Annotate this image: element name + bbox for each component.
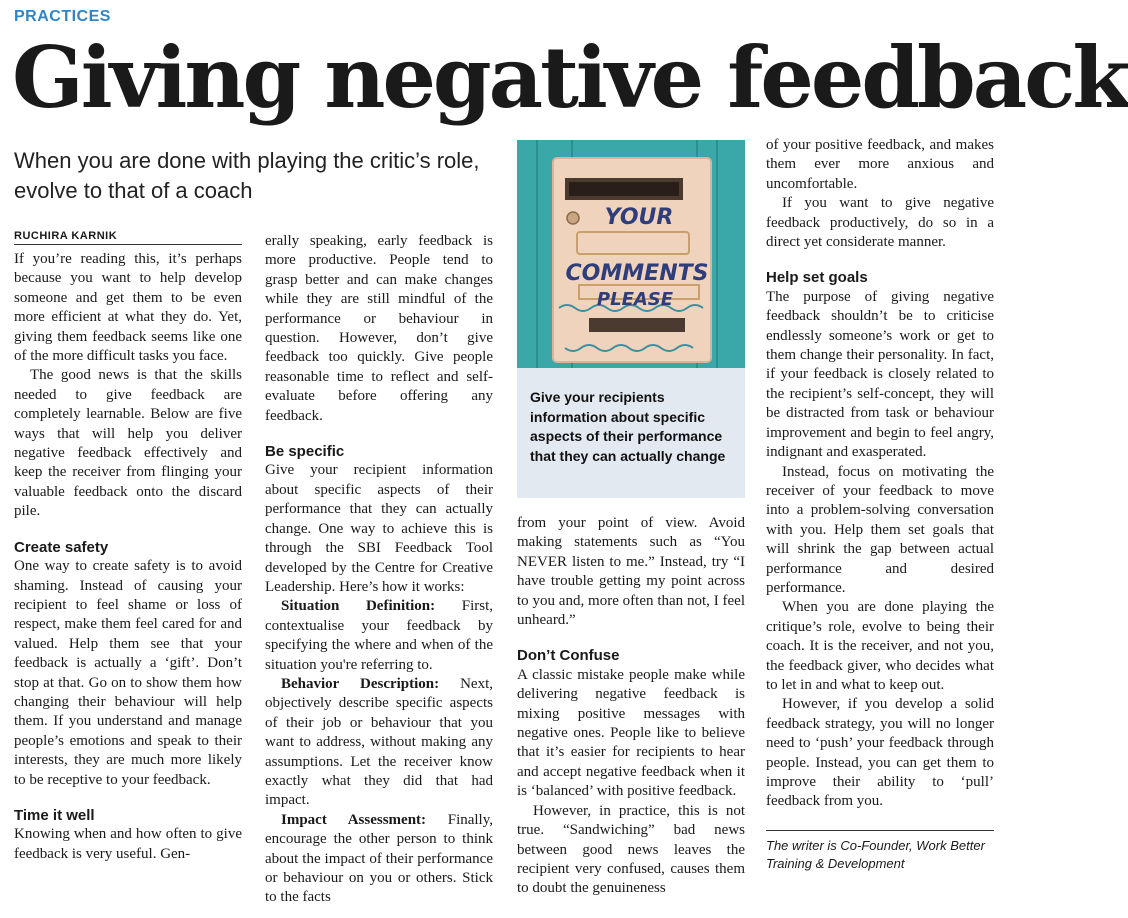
author-credit: The writer is Co-Founder, Work Better Training & Development [766, 830, 994, 873]
sbi-situation [265, 597, 493, 675]
runin-text: Next, objectively describe specific aspects of their job or behaviour that you want to address, without making any assumptions. Let the receiver know exactly what they did that had impact. [265, 675, 493, 809]
deck: When you are done with playing the critic’s role, evolve to that of a coach [14, 148, 480, 203]
paragraph: The good news is that the skills needed to give feedback are completely learnable. Below are five ways that will help you deliver negative feedback effectively and keep the receiver from flinging your valuable feedback onto the discard pile. [14, 367, 242, 520]
section-kicker: PRACTICES [14, 8, 111, 25]
paragraph: However, if you develop a solid feedback strategy, you will no longer need to ‘push’ your feedback through people. Instead, you can get them to improve their ability to ‘pull’ feedback from you. [766, 696, 994, 810]
runin-label: Situation Definition: [281, 598, 436, 615]
sign-line-1: YOUR [604, 205, 674, 230]
paragraph: Instead, focus on motivating the receiver of your feedback to move into a problem-solving conversation with you. Help them set goals that will shrink the gap between actual performance and desired performance. [766, 463, 994, 596]
subhead-help-set-goals: Help set goals [766, 269, 868, 287]
column-4 [766, 136, 994, 873]
suggestion-box-illustration [517, 140, 745, 368]
runin-label: Behavior Description: [281, 675, 440, 692]
suggestion-box-photo [517, 140, 745, 368]
subhead-time-it-well: Time it well [14, 806, 95, 824]
paragraph: However, in practice, this is not true. “Sandwiching” bad news between good news leaves the recipient very confused, causes them to doubt the genuineness [517, 802, 745, 897]
runin-text: First, contextualise your feedback by specifying the where and when of the situation you're referring to. [265, 598, 493, 673]
paragraph: erally speaking, early feedback is more productive. People tend to grasp better and can make changes while they are still mindful of the performance or behaviour in question. However, don’t give feedback too quickly. Give people reasonable time to reflect and self-evaluate before offering any feedback. [265, 233, 493, 424]
paragraph: from your point of view. Avoid making statements such as “You NEVER listen to me.” Instead, try “I have trouble getting my point across to you and, more often than not, I feel unheard.” [517, 515, 745, 629]
sbi-behavior [265, 675, 493, 811]
sign-line-3: PLEASE [596, 289, 674, 310]
paragraph: Give your recipient information about specific aspects of their performance that they can actually change. One way to achieve this is through the SBI Feedback Tool developed by the Centre for Creative Leadership. Here’s how it works: [265, 462, 493, 595]
headline: Giving negative feedback [12, 28, 1128, 127]
sbi-impact [265, 811, 493, 908]
subhead-be-specific: Be specific [265, 443, 345, 461]
paragraph: of your positive feedback, and makes them ever more anxious and uncomfortable. [766, 137, 994, 192]
subhead-create-safety: Create safety [14, 538, 109, 556]
subhead-dont-confuse: Don’t Confuse [517, 647, 620, 665]
paragraph: The purpose of giving negative feedback shouldn’t be to criticise endlessly someone’s work or get to them change their personality. In fact, if your feedback is closely related to the recipient’s self-concept, they will be distracted from task or behaviour improvement and begin to feel angry, indignant and exasperated. [766, 288, 994, 461]
column-1 [14, 230, 242, 864]
paragraph: If you want to give negative feedback productively, do so in a direct yet considerate manner. [766, 195, 994, 251]
paragraph: Knowing when and how often to give feedback is very useful. Gen- [14, 826, 242, 862]
photo-caption: Give your recipients information about specific aspects of their performance that they can actually change [517, 368, 745, 498]
column-3 [517, 514, 745, 899]
sign-line-2: COMMENTS [565, 261, 709, 286]
paragraph: If you’re reading this, it’s perhaps because you want to help develop someone and get them to be even more efficient at what they do. Yet, giving them feedback seems like one of the more difficult tasks you face. [14, 251, 242, 365]
runin-label: Impact Assessment: [281, 811, 427, 828]
paragraph: A classic mistake people make while delivering negative feedback is mixing positive messages with negative ones. People like to believe that it’s easier for recipients to hear and accept negative feedback when it is ‘balanced’ with positive feedback. [517, 666, 745, 800]
runin-text: Finally, encourage the other person to think about the impact of their performance or behaviour on you or others. Stick to the facts [265, 811, 494, 906]
paragraph: When you are done playing the critique’s role, evolve to being their coach. It is the receiver, and not you, the feedback giver, who decides what to let in and what to keep out. [766, 599, 994, 693]
paragraph: One way to create safety is to avoid shaming. Instead of causing your recipient to feel shame or loss of respect, make them feel cared for and valued. Help them see that your feedback is actually a ‘gift’. Don’t stop at that. Go on to show them how changing their behaviour will help them. If you understand and manage people’s emotions and speak to their interests, they are much more likely to be receptive to your feedback. [14, 558, 242, 788]
column-2 [265, 232, 493, 908]
byline: RUCHIRA KARNIK [14, 230, 242, 245]
